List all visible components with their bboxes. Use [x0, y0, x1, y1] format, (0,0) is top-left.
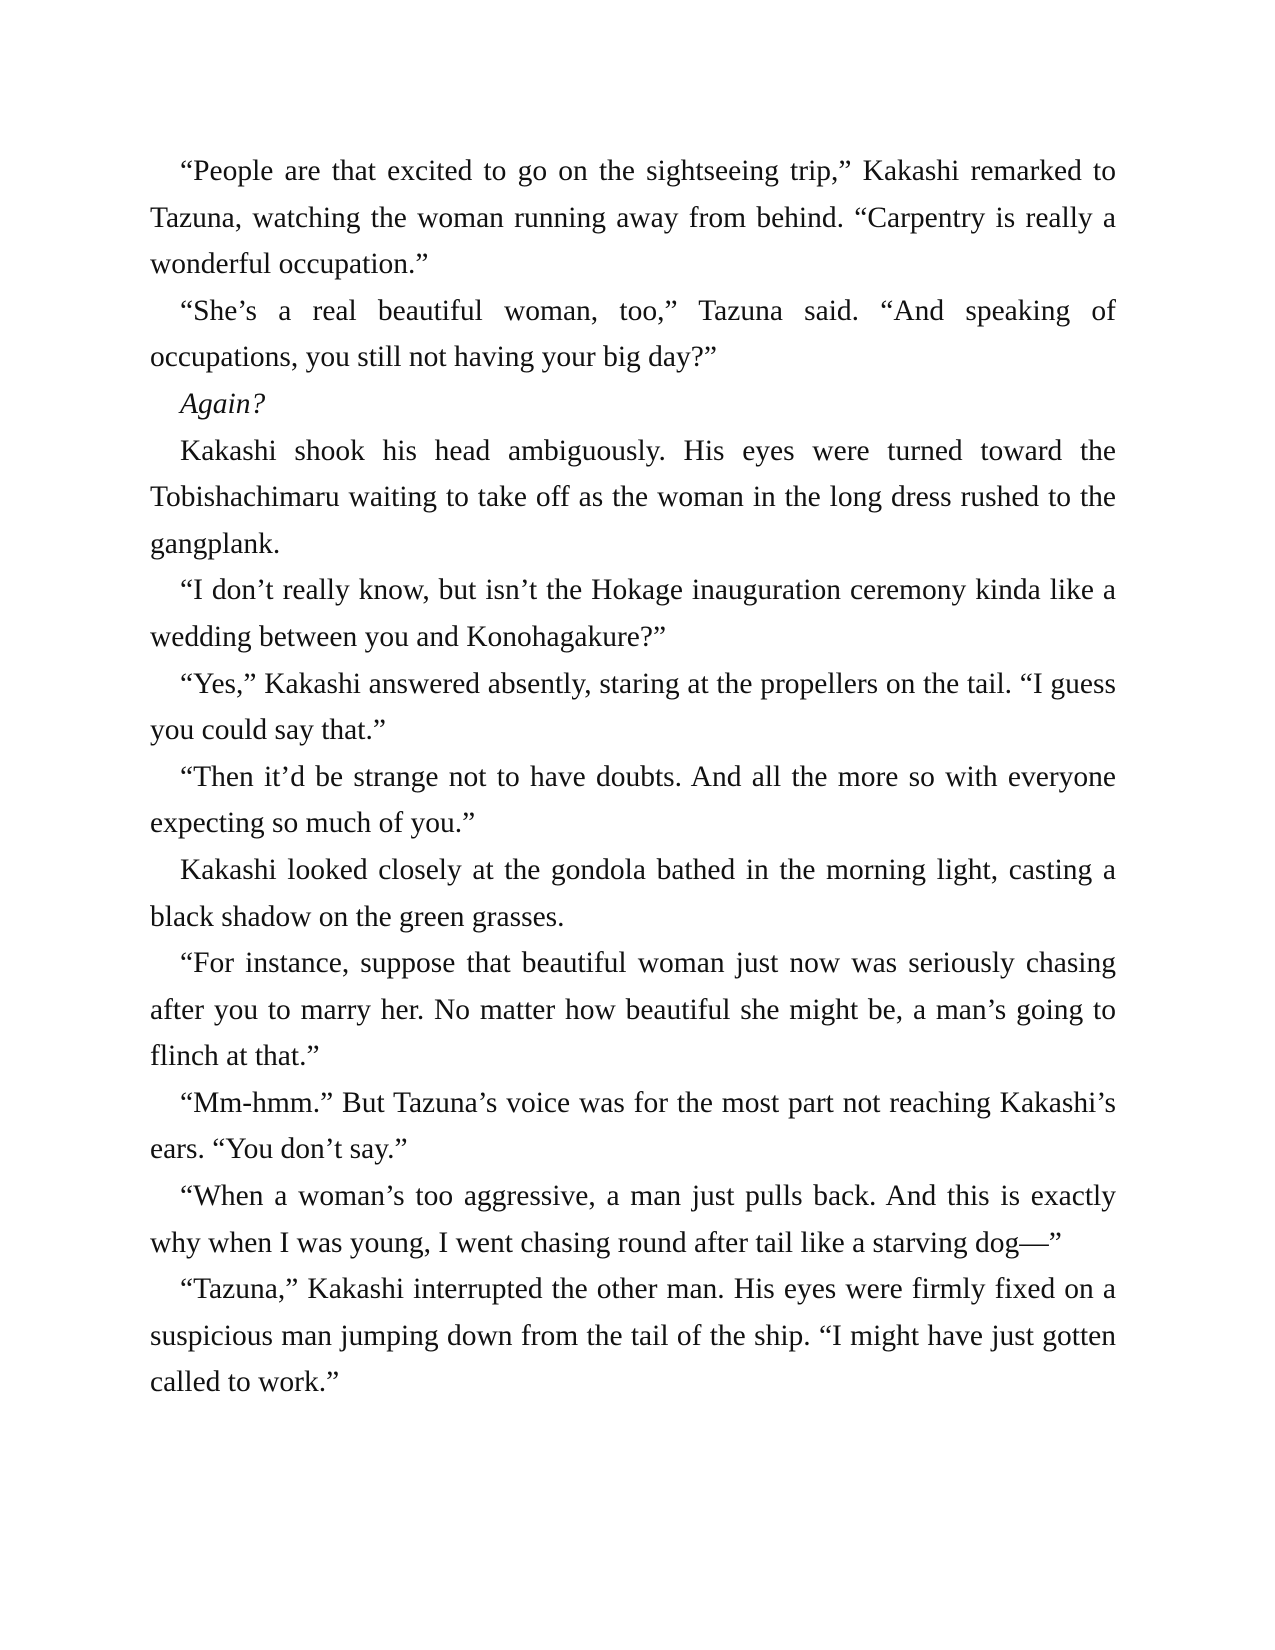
- paragraph-4: Kakashi shook his head ambiguously. His eyes were turned toward the Tobishachimaru waiting to take off as the woman in the long dress rushed to the gangplank.: [150, 434, 1116, 560]
- page-body: [150, 148, 1116, 1406]
- paragraph-5: “I don’t really know, but isn’t the Hokage inauguration ceremony kinda like a wedding between you and Konohagakure?”: [150, 574, 1116, 653]
- paragraph-9: “For instance, suppose that beautiful woman just now was seriously chasing after you to marry her. No matter how beautiful she might be, a man’s going to flinch at that.”: [150, 947, 1116, 1073]
- paragraph-8: Kakashi looked closely at the gondola bathed in the morning light, casting a black shadow on the green grasses.: [150, 853, 1116, 933]
- paragraph-7: “Then it’d be strange not to have doubts. And all the more so with everyone expecting so much of you.”: [150, 760, 1116, 840]
- paragraph-10: “Mm-hmm.” But Tazuna’s voice was for the most part not reaching Kakashi’s ears. “You don’t say.”: [150, 1086, 1116, 1166]
- paragraph-11: “When a woman’s too aggressive, a man just pulls back. And this is exactly why when I was young, I went chasing round after tail like a starving dog—”: [150, 1180, 1116, 1259]
- paragraph-6: “Yes,” Kakashi answered absently, staring at the propellers on the tail. “I guess you could say that.”: [150, 667, 1116, 747]
- paragraph-12: “Tazuna,” Kakashi interrupted the other man. His eyes were firmly fixed on a suspicious man jumping down from the tail of the ship. “I might have just gotten called to work.”: [150, 1273, 1116, 1399]
- paragraph-2: “She’s a real beautiful woman, too,” Tazuna said. “And speaking of occupations, you still not having your big day?”: [150, 294, 1116, 374]
- paragraph-1: “People are that excited to go on the sightseeing trip,” Kakashi remarked to Tazuna, watching the woman running away from behind. “Carpentry is really a wonderful occupation.”: [150, 155, 1116, 281]
- paragraph-3-italic: Again?: [180, 387, 266, 420]
